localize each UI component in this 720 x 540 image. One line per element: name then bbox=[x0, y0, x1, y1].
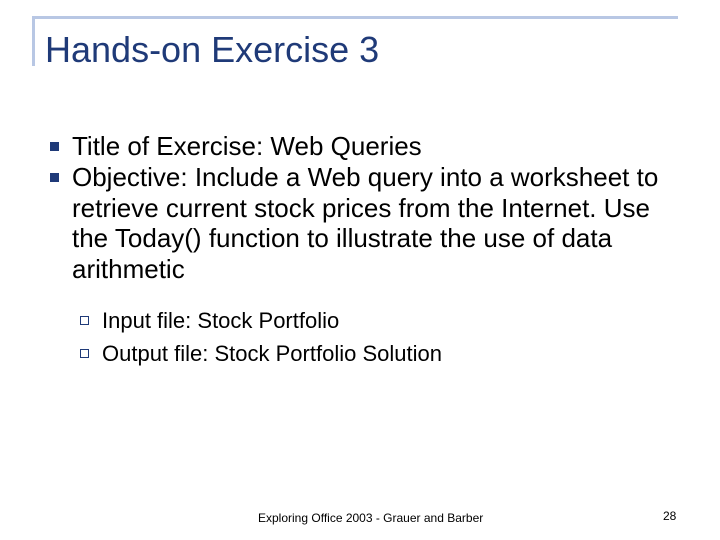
title-frame-top-rule bbox=[32, 16, 678, 19]
slide-title: Hands-on Exercise 3 bbox=[45, 29, 380, 70]
page-number: 28 bbox=[663, 509, 677, 523]
hollow-square-bullet-icon bbox=[80, 316, 89, 325]
title-frame-left-rule bbox=[32, 16, 35, 66]
hollow-square-bullet-icon bbox=[80, 349, 89, 358]
bullet-text: Objective: Include a Web query into a worksheet to retrieve current stock prices from the Internet. Use the Today() function to illustrate the use of data arithmetic bbox=[72, 162, 659, 284]
slide-footer: Exploring Office 2003 - Grauer and Barber bbox=[258, 511, 484, 525]
sub-bullet-text: Output file: Stock Portfolio Solution bbox=[102, 341, 442, 366]
square-bullet-icon bbox=[50, 173, 59, 182]
sub-bullet-text: Input file: Stock Portfolio bbox=[102, 308, 340, 333]
square-bullet-icon bbox=[50, 142, 59, 151]
bullet-text: Title of Exercise: Web Queries bbox=[72, 131, 422, 161]
